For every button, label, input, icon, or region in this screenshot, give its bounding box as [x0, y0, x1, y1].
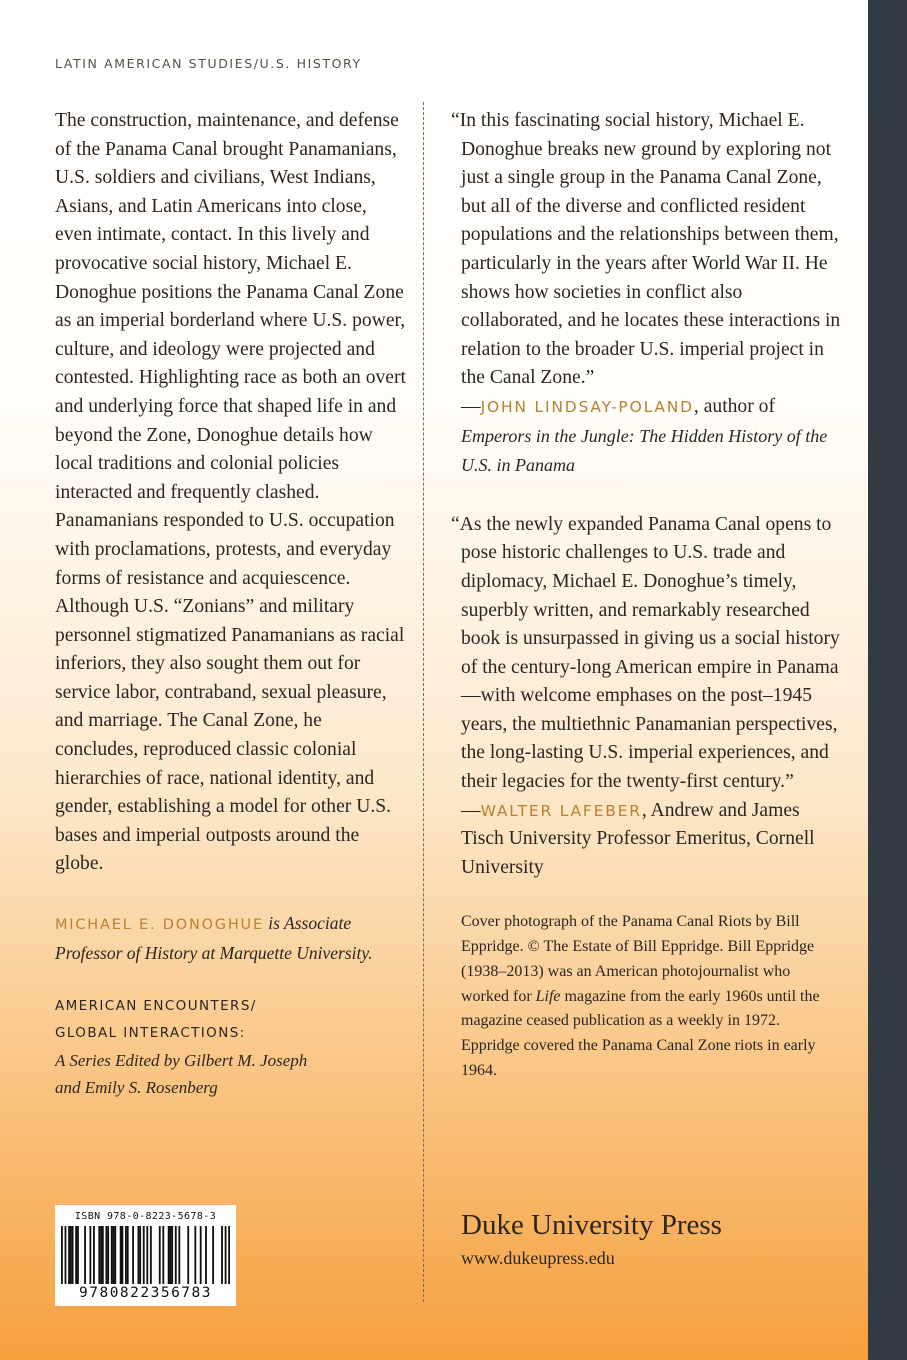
barcode-bar: [120, 1226, 122, 1284]
book-description: The construction, maintenance, and defense of the Panama Canal brought Panamanians, U.S. soldiers and civilians, West Indians, Asians, and Latin Americans into close, even intimate, contact. In this lively and provocative social history, Michael E. Donoghue positions the Panama Canal Zone as an imperial borderland where U.S. power, culture, and ideology were projected and contested. Highlighting race as both an overt and underlying force that shaped life in and beyond the Zone, Donoghue details how local traditions and colonial policies interacted and frequently clashed. Panamanians responded to U.S. occupation with proclamations, protests, and everyday forms of resistance and acquiescence. Although U.S. “Zonians” and military personnel stigmatized Panamanians as racial inferiors, they also sought them out for service labor, contraband, sexual pleasure, and marriage. The Canal Zone, he concludes, reproduced classic colonial hierarchies of race, national identity, and gender, establishing a model for other U.S. bases and imperial outposts around the globe.: [55, 110, 406, 875]
barcode-bar: [225, 1226, 227, 1284]
barcode-digits: 9780822356783: [79, 1285, 212, 1301]
barcode-bar: [84, 1226, 86, 1284]
blurb-1-quote: [451, 107, 841, 393]
barcode-bar: [89, 1226, 91, 1284]
barcode-bar: [93, 1226, 95, 1284]
blurb-2-quote: [451, 511, 841, 797]
barcode-bar: [65, 1226, 67, 1284]
blurb-2-attribution: [451, 797, 841, 883]
life-magazine-title: Life: [535, 987, 561, 1005]
blurb-1-work: Emperors in the Jungle: The Hidden History of the U.S. in Panama: [461, 425, 828, 476]
left-column: [55, 107, 407, 1101]
author-name: MICHAEL E. DONOGHUE: [55, 917, 264, 934]
barcode-bar: [212, 1226, 214, 1284]
barcode-bar: [137, 1226, 139, 1284]
open-quote-mark: “: [451, 513, 460, 535]
series-editors-line1: A Series Edited by Gilbert M. Joseph: [55, 1051, 308, 1071]
barcode-bar: [77, 1226, 79, 1284]
publisher-website[interactable]: www.dukeupress.edu: [461, 1248, 615, 1268]
barcode-bar: [228, 1226, 230, 1284]
blurb-1-text: In this fascinating social history, Michael E. Donoghue breaks new ground by exploring not just a single group in the Panama Canal Zone, but all of the diverse and conflicted resident populations and the relationships between them, particularly in the years after World War II. He shows how societies in conflict also collaborated, and he locates these interactions in relation to the broader U.S. imperial project in the Canal Zone.”: [459, 110, 841, 389]
series-title-line2: GLOBAL INTERACTIONS:: [55, 1025, 246, 1042]
barcode-bar: [114, 1226, 116, 1284]
blurb-1-author-desc: , author of: [693, 395, 775, 417]
barcode-bars: [61, 1226, 230, 1284]
spine-edge: [868, 0, 907, 1360]
publisher-name: Duke University Press: [461, 1209, 722, 1241]
barcode-bar: [159, 1226, 161, 1284]
series-editors-line2: and Emily S. Rosenberg: [55, 1078, 218, 1098]
barcode-bar: [132, 1226, 134, 1284]
em-dash: —: [461, 799, 481, 821]
barcode-bar: [105, 1226, 107, 1284]
photo-credit-text-1: Cover photograph of the Panama Canal Riots by Bill Eppridge. © The Estate of Bill Eppridge. Bill Eppridge (1938–2013) was an American photojournalist who worked for: [461, 913, 815, 1005]
barcode-bar: [139, 1226, 141, 1284]
barcode-bar: [187, 1226, 189, 1284]
barcode-bar: [221, 1226, 223, 1284]
isbn-barcode: [55, 1205, 236, 1306]
series-title-line1: AMERICAN ENCOUNTERS/: [55, 998, 257, 1015]
barcode-bar: [170, 1226, 172, 1284]
blurb-2-text: As the newly expanded Panama Canal opens to pose historic challenges to U.S. trade and diplomacy, Michael E. Donoghue’s timely, superbly written, and remarkably researched book is unsurpassed in giving us a social history of the century-long American empire in Panama—with welcome emphases on the post–1945 years, the multiethnic Panamanian perspectives, the long-lasting U.S. imperial experiences, and their legacies for the twenty-first century.”: [459, 513, 840, 793]
blurb-2-author: WALTER LAFEBER: [480, 801, 642, 820]
author-bio-text: is Associate Professor of History at Marquette University.: [55, 913, 373, 964]
blurb-2: [451, 511, 841, 883]
isbn-label: ISBN 978-0-8223-5678-3: [74, 1211, 217, 1222]
author-bio: [55, 909, 407, 967]
barcode-bar: [194, 1226, 196, 1284]
barcode-bar: [150, 1226, 152, 1284]
barcode-bar: [143, 1226, 145, 1284]
barcode-bar: [171, 1226, 173, 1284]
barcode-bar: [162, 1226, 164, 1284]
barcode-bar: [175, 1226, 177, 1284]
open-quote-mark: “: [451, 110, 460, 131]
series-info: [55, 993, 407, 1101]
barcode-bar: [100, 1226, 102, 1284]
barcode-bar: [111, 1226, 113, 1284]
barcode-bar: [70, 1226, 72, 1284]
barcode-bar: [205, 1226, 207, 1284]
barcode-bar: [72, 1226, 74, 1284]
right-column: [451, 107, 841, 1083]
barcode-bar: [68, 1226, 70, 1284]
blurb-1: [451, 107, 841, 481]
barcode-bar: [200, 1226, 202, 1284]
barcode-bar: [121, 1226, 123, 1284]
em-dash: —: [461, 395, 481, 417]
barcode-bar: [75, 1226, 77, 1284]
barcode-bar: [98, 1226, 100, 1284]
barcode-bar: [102, 1226, 104, 1284]
blurb-1-author: JOHN LINDSAY-POLAND: [480, 397, 694, 416]
photo-credit-text-2: magazine from the early 1960s until the magazine ceased publication as a weekly in 1972. Eppridge covered the Panama Canal Zone riots in early 1964.: [461, 987, 820, 1079]
column-divider: [423, 102, 424, 1302]
photo-credit: [451, 910, 841, 1083]
barcode-bar: [178, 1226, 180, 1284]
blurb-2-author-desc: , Andrew and James Tisch University Professor Emeritus, Cornell University: [461, 799, 815, 878]
barcode-bar: [113, 1226, 115, 1284]
barcode-bar: [168, 1226, 170, 1284]
barcode-bar: [61, 1226, 63, 1284]
barcode-bar: [125, 1226, 127, 1284]
barcode-bar: [127, 1226, 129, 1284]
blurb-1-attribution: [451, 393, 841, 481]
barcode-bar: [146, 1226, 148, 1284]
barcode-bar: [107, 1226, 109, 1284]
category-label: LATIN AMERICAN STUDIES/U.S. HISTORY: [55, 56, 362, 71]
